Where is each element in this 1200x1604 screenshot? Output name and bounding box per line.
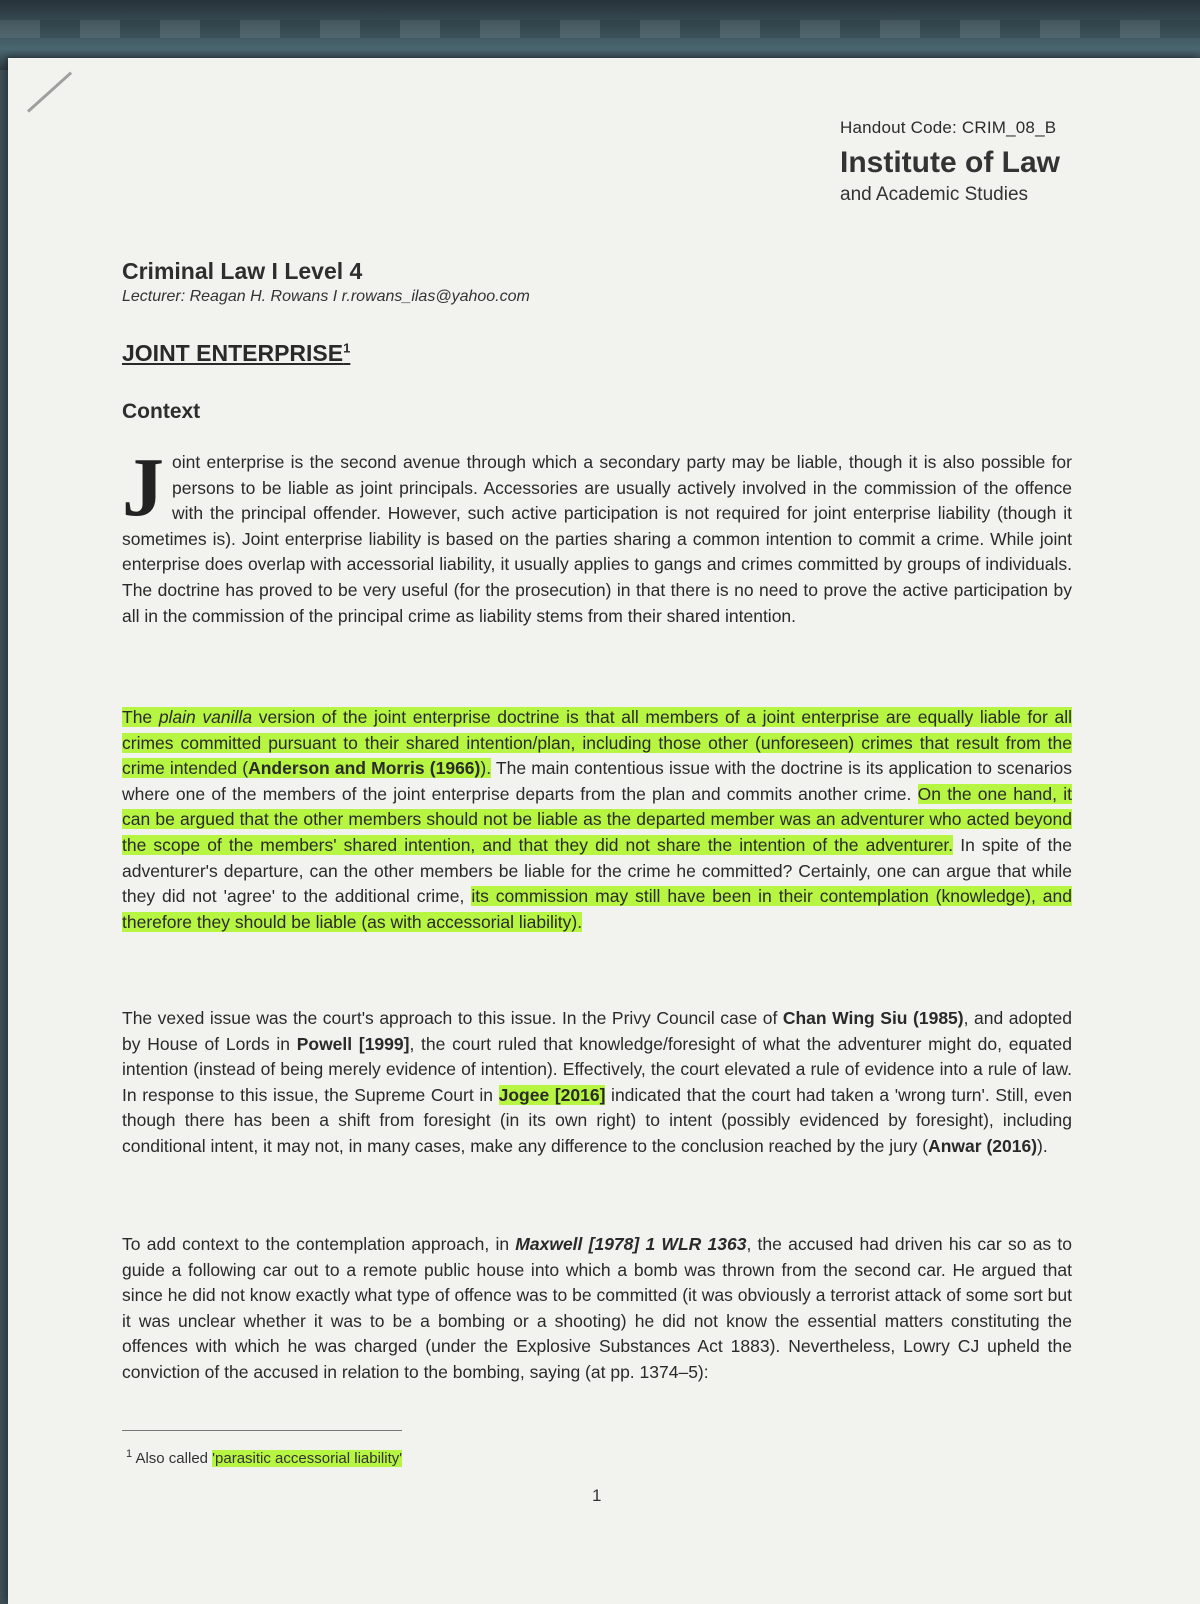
institute-subtitle: and Academic Studies <box>840 184 1029 205</box>
paragraph-intro-text: oint enterprise is the second avenue through which a secondary party may be liable, though it is also possible for persons to be liable as joint principals. Accessories are usually actively involved in the commission of the offence with the principal offender. However, such active participation is not required for joint enterprise liability (though it sometimes is). Joint enterprise liability is based on the parties sharing a common intention to commit a crime. While joint enterprise does overlap with accessorial liability, it usually applies to gangs and crimes committed by groups of individuals. The doctrine has proved to be very useful (for the prosecution) in that there is no need to prove the active participation by all in the commission of the principal crime as liability stems from their shared intention. <box>122 452 1072 626</box>
footnote <box>126 1448 402 1467</box>
case-maxwell: Maxwell [1978] 1 WLR 1363 <box>515 1234 747 1254</box>
text-segment: , the court ruled that knowledge/foresight of what the adventurer might do, equated intention (instead of being merely evidence of intention). Effectively, the court elevated a rule of evidence into a rule of law. In response to this issue, the Supreme Court in <box>122 1033 1072 1105</box>
section-title <box>122 340 350 367</box>
lecturer-line: Lecturer: Reagan H. Rowans I r.rowans_ilas@yahoo.com <box>122 288 530 305</box>
institute-name: Institute of Law <box>840 146 1060 179</box>
footnote-reference: 1 <box>343 340 351 356</box>
paragraph-vexed-issue <box>122 1006 1072 1160</box>
highlight-2: On the one hand, it can be argued that the other members should not be liable as the departed member was an adventurer who acted beyond the scope of the members' shared intention, and that they did not share the intention of the adventurer. <box>122 783 1072 855</box>
case-anderson-morris: Anderson and Morris (1966) <box>248 758 481 779</box>
paragraph-intro <box>122 441 1072 629</box>
footnote-mark: 1 <box>126 1448 133 1460</box>
context-heading: Context <box>122 400 201 423</box>
text-plain-2a: The main contentious issue with the doctrine is its application to scenarios where one of the members of the joint enterprise departs from the plan and commits another crime. <box>122 758 1073 804</box>
drop-cap: J <box>122 441 164 534</box>
footnote-highlight: 'parasitic accessorial liability' <box>212 1450 403 1467</box>
document-header <box>840 118 1140 206</box>
text-segment: To add context to the contemplation approach, in <box>122 1234 516 1254</box>
text-segment: ). <box>1037 1135 1048 1156</box>
text-segment: , the accused had driven his car so as to guide a following car out to a remote public house into which a bomb was thrown from the second car. He argued that since he did not know exactly what type of offence was to be committed (it was obviously a terrorist attack of some sort but it was unclear whether it was to be a bombing or a shooting) he did not know the essential matters constituting the offences with which he was charged (under the Explosive Substances Act 1883). Nevertheless, Lowry CJ upheld the conviction of the accused in relation to the bombing, saying (at pp. 1374–5): <box>122 1234 1072 1382</box>
handout-code: Handout Code: CRIM_08_B <box>840 118 1057 137</box>
case-anwar: Anwar (2016) <box>928 1135 1038 1156</box>
text-segment: , and adopted by House of Lords in <box>122 1008 1072 1054</box>
text-segment: indicated that the court had taken a 'wrong turn'. Still, even though there has been a shift from foresight (in its own right) to intent (possibly evidenced by foresight), including conditional intent, it may not, in many cases, make any difference to the conclusion reached by the jury ( <box>122 1084 1073 1156</box>
footnote-divider <box>122 1430 402 1431</box>
highlight-3: its commission may still have been in their contemplation (knowledge), and therefore they should be liable (as with accessorial liability). <box>122 886 1072 932</box>
paragraph-plain-vanilla <box>122 705 1072 935</box>
case-chan-wing-siu: Chan Wing Siu (1985) <box>782 1008 964 1028</box>
case-jogee: Jogee [2016] <box>498 1084 606 1105</box>
highlight-1c: version of the joint enterprise doctrine is that all members of a joint enterprise are equally liable for all crimes committed pursuant to their shared intention/plan, including those other (unforeseen) crimes that result from the crime intended ( <box>122 707 1072 779</box>
highlight-1d: ). <box>480 758 492 779</box>
page-number: 1 <box>592 1486 602 1505</box>
section-title-text: JOINT ENTERPRISE <box>122 340 344 366</box>
text-plain-2b: In spite of the adventurer's departure, can the other members be liable for the crime he committed? Certainly, one can argue that while they did not 'agree' to the additional crime, <box>122 834 1072 907</box>
highlight-1a: The <box>122 707 159 727</box>
case-powell: Powell [1999] <box>296 1033 410 1054</box>
text-segment: The vexed issue was the court's approach to this issue. In the Privy Council case of <box>122 1008 783 1028</box>
paragraph-maxwell <box>122 1232 1072 1386</box>
footnote-text: Also called <box>132 1450 213 1467</box>
course-title: Criminal Law I Level 4 <box>122 258 363 284</box>
highlight-1b-italic: plain vanilla <box>158 707 253 727</box>
